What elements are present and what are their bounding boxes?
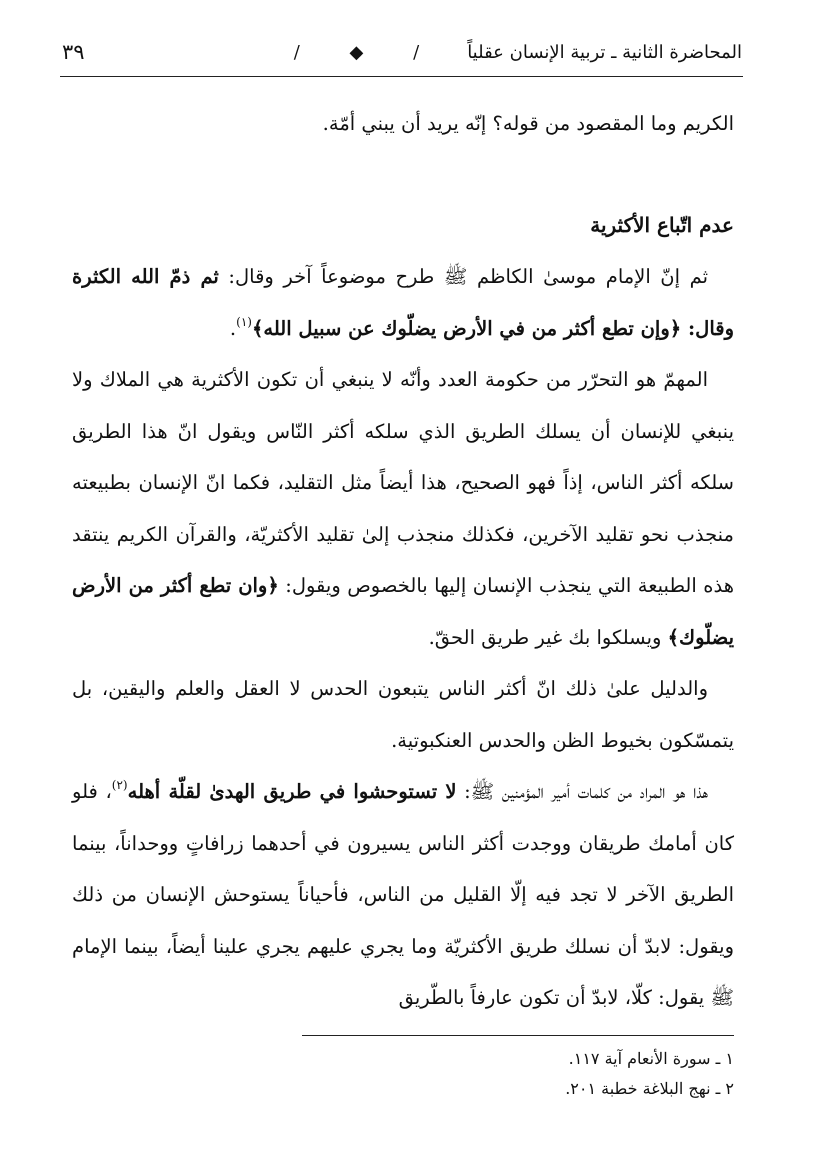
header-divider xyxy=(60,76,743,77)
paragraph-4-text: هذا هو المراد من كلمات أمير المؤمنين ﷺ: xyxy=(456,780,709,803)
paragraph-4-tail: ، فلو كان أمامك طريقان ووجدت أكثر الناس يسيرون في أحدهما زرافاتٍ ووحداناً، بينما الطريق الآخر لا تجد فيه إلّا القليل من الناس، فأحياناً يستوحش الإنسان من ذلك ويقول: لابدّ أن نسلك طريق الأكثريّة وما يجري عليهم يجري علينا أيضاً، بينما الإمام ﷺ يقول: كلّا، لابدّ أن تكون عارفاً بالطّريق xyxy=(72,780,734,1009)
paragraph-1: ثم إنّ الإمام موسىٰ الكاظم ﷺ طرح موضوعاً آخر وقال: ثم ذمّ الله الكثرة وقال: ﴿وإن تطع أكثر من في الأرض يضلّوك عن سبيل الله﴾$^{(١)}$. xyxy=(72,265,734,340)
paragraph-2-tail: ويسلكوا بك غير طريق الحقّ. xyxy=(428,625,668,649)
footnote-1: ١ ـ سورة الأنعام آية ١١٧. xyxy=(568,1049,734,1068)
paragraph-2-text: المهمّ هو التحرّر من حكومة العدد وأنّه لا ينبغي أن تكون الأكثرية هي الملاك ولا ينبغي للإنسان أن يسلك الطريق الذي سلكه أكثر النّاس ويقول انّ هذا الطريق سلكه أكثر الناس، إذاً فهو الصحيح، هذا أيضاً مثل التقليد، فكما انّ الإنسان بطبيعته منجذب نحو تقليد الآخرين، فكذلك منجذب إلىٰ تقليد الأكثريّة، والقرآن الكريم ينتقد هذه الطبيعة التي ينجذب الإنسان إليها بالخصوص ويقول: xyxy=(72,368,734,597)
footnote-2: ٢ ـ نهج البلاغة خطبة ٢٠١. xyxy=(565,1079,734,1098)
header-title: المحاضرة الثانية ـ تربية الإنسان عقلياً xyxy=(467,41,742,63)
paragraph-1-bold: ثم ذمّ الله الكثرة وقال: ﴿وإن تطع أكثر من في الأرض يضلّوك عن سبيل الله﴾ xyxy=(72,265,734,340)
paragraph-intro: الكريم وما المقصود من قوله؟ إنّه يريد أن يبني أمّة. xyxy=(322,112,734,135)
paragraph-4-quote: لا تستوحشوا في طريق الهدىٰ لقلّة أهله xyxy=(127,780,457,803)
paragraph-2 xyxy=(72,354,734,663)
section-heading: عدم اتّباع الأكثرية xyxy=(590,212,734,237)
paragraph-2-quote: ﴿وان تطع أكثر من الأرض يضلّوك﴾ xyxy=(72,574,734,649)
page-number: ٣٩ xyxy=(62,40,85,64)
footnotes xyxy=(72,1044,734,1104)
header-separator: / ◆ / xyxy=(293,41,442,63)
footnote-ref-1: (١) xyxy=(236,314,252,329)
paragraph-1-text: ثم إنّ الإمام موسىٰ الكاظم ﷺ طرح موضوعاً آخر وقال: xyxy=(218,265,708,288)
footnote-ref-2: (٢) xyxy=(111,778,128,792)
footnote-divider xyxy=(302,1035,734,1036)
paragraph-3: والدليل علىٰ ذلك انّ أكثر الناس يتبعون الحدس لا العقل والعلم واليقين، بل يتمسّكون بخيوط الظن والحدس العنكبوتية. xyxy=(72,677,734,752)
paragraph-4 xyxy=(72,766,734,1024)
running-header xyxy=(62,30,742,74)
body-text xyxy=(72,98,734,1024)
